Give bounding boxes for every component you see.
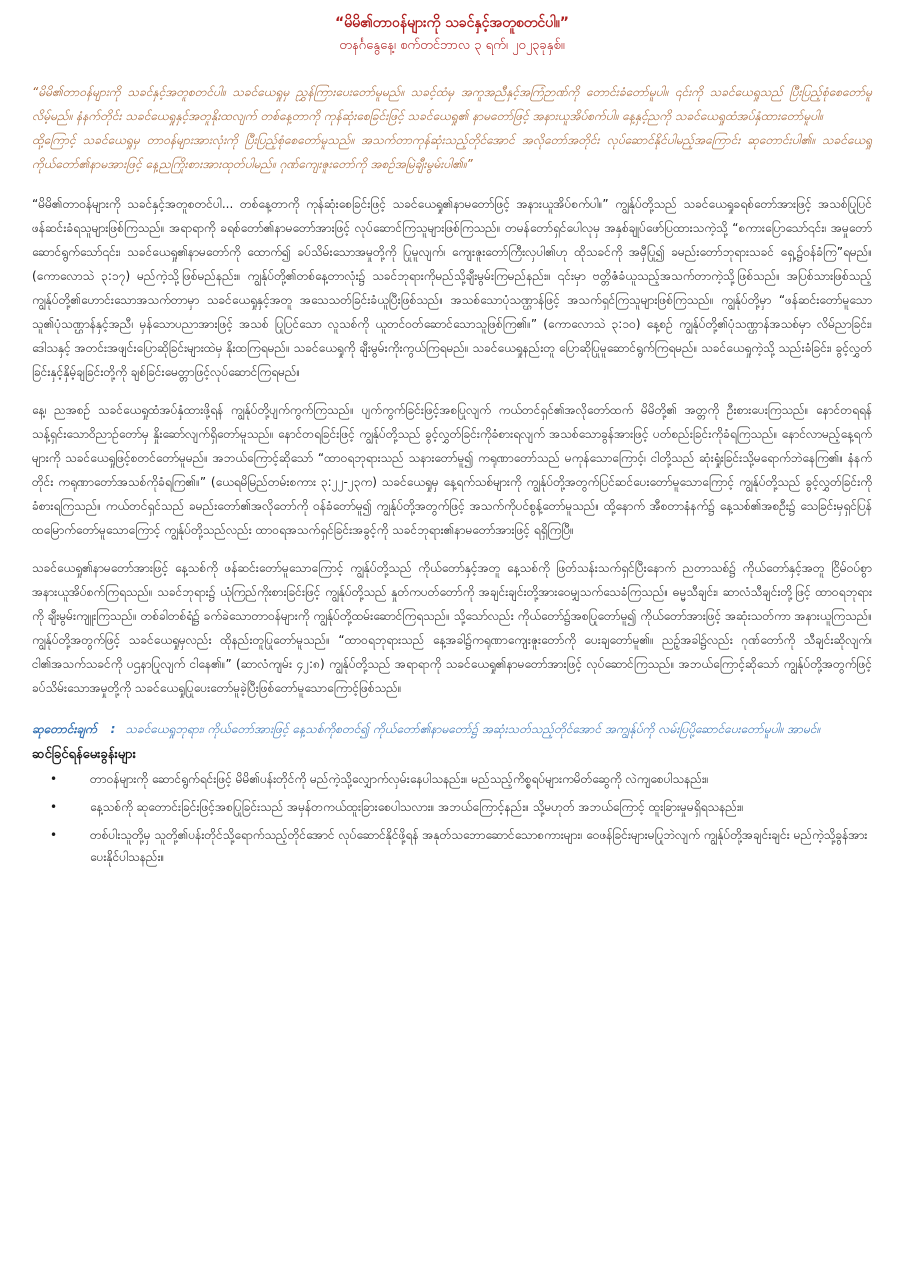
question-text: တစ်ပါးသူတို့မှ သူတို့၏ပန်းတိုင်သို့ရောက်သည့်တိုင်အောင် လုပ်ဆောင်နိုင်ဖို့ရန် အနုတ်သဘောဆောင်သောစကားများ၊ ဝေဖန်ခြင်းများမပြုဘဲလျက် ကျွန်ုပ်တို့အချင်းချင်း မည်ကဲ့သို့ခွန်အားပေးနိုင်ပါသနည်း။ — [90, 828, 868, 864]
list-item — [50, 824, 872, 868]
question-text: နေ့သစ်ကို ဆုတောင်းခြင်းဖြင့်အစပြုခြင်းသည် အမှန်တကယ်ထူးခြားစေပါသလား။ အဘယ်ကြောင့်နည်း။ သို့မဟုတ် အဘယ်ကြောင့် ထူးခြားမှုမရှိရသနည်း။ — [90, 800, 744, 814]
bullet-icon: • — [50, 828, 58, 842]
devotional-date: တနင်္ဂနွေနေ့၊ စက်တင်ဘာလ ၃ ရက်၊ ၂၀၂၃ခုနှစ်။ — [339, 38, 565, 53]
prayer-label: ဆုတောင်းချက် — [32, 722, 97, 736]
question-text: တာဝန်များကို ဆောင်ရွက်ရင်းဖြင့် မိမိ၏ပန်းတိုင်ကို မည်ကဲ့သို့လျှောက်လှမ်းနေပါသနည်း။ မည်သည့်ကိစ္စရပ်များကမိတ်ဆွေကို လဲကျစေပါသနည်း။ — [90, 772, 709, 786]
questions-list — [32, 768, 872, 868]
list-item — [50, 768, 872, 790]
body-paragraph: နေ့၊ ညအစဉ် သခင်ယေရှုထံအပ်နှံထားဖို့ရန် ကျွန်ုပ်တို့ပျက်ကွက်ကြသည်။ ပျက်ကွက်ခြင်းဖြင့်အစပြုလျက် ကယ်တင်ရှင်၏အလိုတော်ထက် မိမိတို့၏ အတ္တကို ဦးစားပေးကြသည်။ နောင်တရရန် သန့်ရှင်းသောဝိညာဉ်တော်မှ နှိုးဆော်လျက်ရှိတော်မူသည်။ နောင်တရခြင်းဖြင့် ကျွန်ုပ်တို့သည် ခွင့်လွှတ်ခြင်းကိုခံစားရလျက် အသစ်သောခွန်အားဖြင့် ပတ်စည်းခြင်းကိုခံရကြသည်။ နောင်လာမည့်နေ့ရက်များကို သခင်ယေရှုဖြင့်စတင်တော်မူမည်။ အဘယ်ကြောင့်ဆိုသော် “ထာဝရဘုရားသည် သနားတော်မူ၍ ကရုဏာတော်သည် မကုန်သောကြောင့်၊ ငါတို့သည် ဆုံးရှုံးခြင်းသို့မရောက်ဘဲနေကြ၏။ နံနက်တိုင်း ကရုဏာတော်အသစ်ကိုခံရကြ၏။” (ယေရမိမြည်တမ်းစကား ၃:၂၂-၂၃က) သခင်ယေရှုမှ နေ့ရက်သစ်များကို ကျွန်ုပ်တို့အတွက်ပြင်ဆင်ပေးတော်မူသောကြောင့် ကျွန်ုပ်တို့သည် ခွင့်လွှတ်ခြင်းကို ခံစားရကြသည်။ ကယ်တင်ရှင်သည် ခမည်းတော်၏အလိုတော်ကို ဝန်ခံတော်မူ၍ ကျွန်ုပ်တို့အတွက်ဖြင့် အသက်ကိုပင်စွန့်တော်မူသည်။ ထို့နောက် အီစတာနံနက်၌ နေ့သစ်၏အစဦး၌ သေခြင်းမှရှင်ပြန်ထမြောက်တော်မူသောကြောင့် ကျွန်ုပ်တို့သည်လည်း ထာဝရအသက်ရှင်ခြင်းအခွင့်ကို သခင်ဘုရား၏နာမတော်အားဖြင့် ရရှိကြပြီ။ — [32, 403, 872, 537]
body-paragraph: “မိမိ၏တာဝန်များကို သခင်နှင့်အတူစတင်ပါ... တစ်နေ့တာကို ကုန်ဆုံးစေခြင်းဖြင့် သခင်ယေရှု၏နာမတော်ဖြင့် အနားယူအိပ်စက်ပါ။” ကျွန်ုပ်တို့သည် သခင်ယေရှုခရစ်တော်အားဖြင့် အသစ်ပြုပြင်ဖန်ဆင်းခံရသူများဖြစ်ကြသည်။ အရာရာကို ခရစ်တော်၏နာမတော်အားဖြင့် လုပ်ဆောင်ကြသူများဖြစ်ကြသည်။ တမန်တော်ရှင်ပေါလုမှ အနှစ်ချုပ်ဖော်ပြထားသကဲ့သို့ “စကားပြောသော်၎င်း၊ အမှုတော်ဆောင်ရွက်သော်၎င်း၊ သခင်ယေရှု၏နာမတော်ကို ထောက်၍ ခပ်သိမ်းသောအမှုတို့ကို ပြုမူလျက်၊ ကျေးဇူးတော်ကြီးလှပါ၏ဟု ထိုသခင်ကို အမှီပြု၍ ခမည်းတော်ဘုရားသခင် ရှေ့၌ဝန်ခံကြ”ရမည်။ (ကောလောသဲ ၃:၁၇) မည်ကဲ့သို့ဖြစ်မည်နည်း။ ကျွန်ုပ်တို့၏တစ်နေ့တာလုံး၌ သခင်ဘုရားကိုမည်သို့ချီးမွမ်းကြမည်နည်း။ ၎င်းမှာ ဗတ္တိဇံခံယူသည့်အသက်တာကဲ့သို့ဖြစ်သည်။ အပြစ်သားဖြစ်သည့် ကျွန်ုပ်တို့၏ဟောင်းသောအသက်တာမှာ သခင်ယေရှုနှင့်အတူ အသေသတ်ခြင်းခံယူပြီးဖြစ်သည်။ အသစ်သောပုံသဏ္ဌာန်ဖြင့် အသက်ရှင်ကြသူများဖြစ်ကြသည်။ ကျွန်ုပ်တို့မှာ “ဖန်ဆင်းတော်မူသောသူ၏ပုံသဏ္ဌာန်နှင့်အညီ၊ မှန်သောပညာအားဖြင့် အသစ် ပြုပြင်သော လူသစ်ကို ယူတင်ဝတ်ဆောင်သောသူဖြစ်ကြ၏။” (ကောလောသဲ ၃:၁၀) နေ့စဉ် ကျွန်ုပ်တို့၏ပုံသဏ္ဌာန်အသစ်မှာ လိမ်ညာခြင်း၊ ဒေါသနှင့် အတင်းအဖျင်းပြောဆိုခြင်းများထဲမှ နိုးထကြရမည်။ သခင်ယေရှုကို ချီးမွမ်းကိုးကွယ်ကြရမည်။ သခင်ယေရှုနည်းတူ ပြောဆိုပြုမူဆောင်ရွက်ကြရမည်။ သခင်ယေရှုကဲ့သို့ သည်းခံခြင်း၊ ခွင့်လွှတ်ခြင်းနှင့်နှိမ့်ချခြင်းတို့ကို ချစ်ခြင်းမေတ္တာဖြင့်လုပ်ဆောင်ကြရမည်။ — [32, 197, 872, 379]
intro-quote — [32, 80, 872, 176]
bullet-icon: • — [50, 800, 58, 814]
devotional-title: “မိမိ၏တာဝန်များကို သခင်နှင့်အတူစတင်ပါ။” — [334, 15, 570, 31]
prayer-separator: : — [110, 722, 116, 736]
intro-paragraph: ထို့ကြောင့် သခင်ယေရှုမှ တာဝန်များအားလုံးကို ပြီးပြည့်စုံစေတော်မူသည်။ အသက်တာကုန်ဆုံးသည့်တိုင်အောင် အလိုတော်အတိုင်း လုပ်ဆောင်နိုင်ပါမည့်အကြောင်း ဆုတောင်းပါ၏။ သခင်ယေရှု ကိုယ်တော်၏နာမအားဖြင့် နေ့ညကြိုးစားအားထုတ်ပါမည်။ ဂုဏ်ကျေးဇူးတော်ကို အစဉ်အမြဲချီးမွမ်းပါ၏။” — [32, 133, 872, 171]
list-item — [50, 796, 872, 818]
body-paragraph: သခင်ယေရှု၏နာမတော်အားဖြင့် နေ့သစ်ကို ဖန်ဆင်းတော်မူသောကြောင့် ကျွန်ုပ်တို့သည် ကိုယ်တော်နှင့်အတူ နေ့သစ်ကို ဖြတ်သန်းသက်ရှင်ပြီးနောက် ညတာသစ်၌ ကိုယ်တော်နှင့်အတူ ငြိမ်ဝပ်စွာအနားယူအိပ်စက်ကြရသည်။ သခင်ဘုရား၌ ယုံကြည်ကိုးစားခြင်းဖြင့် ကျွန်ုပ်တို့သည် နှုတ်ကပတ်တော်ကို အချင်းချင်းတို့အားဝေမျှသက်သေခံကြသည်။ ဓမ္မသီချင်း၊ ဆာလံသီချင်းတို့ဖြင့် ထာဝရဘုရားကို ချီးမွမ်းကျူးကြသည်။ တစ်ခါတစ်ရံ၌ ခက်ခဲသောတာဝန်များကို ကျွန်ုပ်တို့ထမ်းဆောင်ကြရသည်။ သို့သော်လည်း ကိုယ်တော်၌အစပြုတော်မူ၍ ကိုယ်တော်အားဖြင့် အဆုံးသတ်ကာ အနားယူကြသည်။ ကျွန်ုပ်တို့အတွက်ဖြင့် သခင်ယေရှုမှလည်း ထိုနည်းတူပြုတော်မူသည်။ “ထာဝရဘုရားသည် နေ့အခါ၌ကရုဏာကျေးဇူးတော်ကို ပေးချတော်မူ၏။ ညဉ့်အခါ၌လည်း ဂုဏ်တော်ကို သီချင်းဆိုလျက်၊ ငါ၏အသက်သခင်ကို ပဌနာပြုလျက် ငါနေ၏။” (ဆာလံကျမ်း ၄၂:၈) ကျွန်ုပ်တို့သည် အရာရာကို သခင်ယေရှု၏နာမတော်အားဖြင့် လုပ်ဆောင်ကြသည်။ အဘယ်ကြောင့်ဆိုသော် ကျွန်ုပ်တို့အတွက်ဖြင့် ခပ်သိမ်းသောအမှုတို့ကို သခင်ယေရှုပြုပေးတော်မူခဲ့ပြီးဖြစ်တော်မူသောကြောင့်ဖြစ်သည်။ — [32, 561, 872, 695]
prayer-section — [32, 718, 872, 740]
prayer-text: သခင်ယေရှုဘုရား၊ ကိုယ်တော်အားဖြင့် နေ့သစ်ကိုစတင်၍ ကိုယ်တော်၏နာမတော်၌ အဆုံးသတ်သည့်တိုင်အောင် အကျွန်ုပ်ကို လမ်းပြပို့ဆောင်ပေးတော်မူပါ။ အာမင်။ — [125, 722, 821, 736]
bullet-icon: • — [50, 772, 58, 786]
questions-heading: ဆင်ခြင်ရန်မေးခွန်းများ — [32, 747, 136, 762]
intro-paragraph: “မိမိ၏တာဝန်များကို သခင်နှင့်အတူစတင်ပါ။ သခင်ယေရှုမှ ညွှန်ကြားပေးတော်မူမည်။ သခင့်ထံမှ အကူအညီနှင့်အကြံဉာဏ်ကို တောင်းခံတော်မူပါ။ ၎င်းကို သခင်ယေရှုသည် ပြီးပြည့်စုံစေတော်မူလိမ့်မည်။ နံနက်တိုင်း သခင်ယေရှုနှင့်အတူနိုးထလျက် တစ်နေ့တာကို ကုန်ဆုံးစေခြင်းဖြင့် သခင်ယေရှု၏ နာမတော်ဖြင့် အနားယူအိပ်စက်ပါ။ နေ့နှင့်ညကို သခင်ယေရှုထံအပ်နှံထားတော်မူပါ။ — [32, 85, 872, 123]
